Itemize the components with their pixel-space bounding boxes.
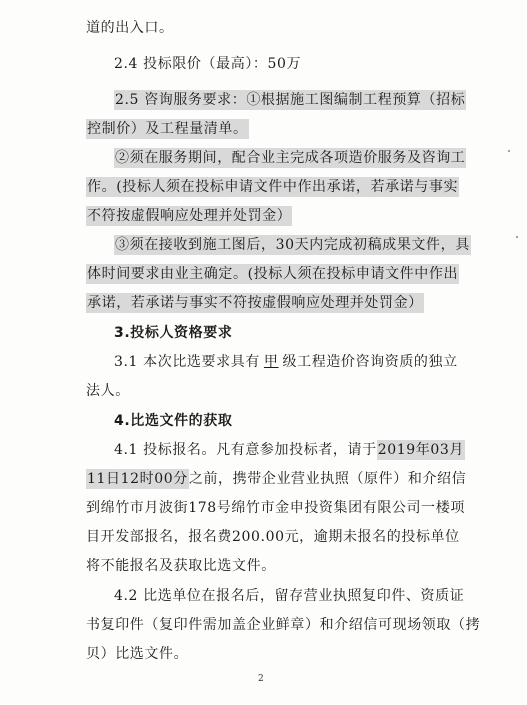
highlighted-line: 承诺，若承诺与事实不符按虚假响应处理并处罚金） — [87, 295, 423, 311]
highlighted-line: 不符按虚假响应处理并处罚金） — [87, 208, 292, 224]
highlighted-date: 11日12时00分 — [87, 471, 188, 487]
highlighted-line: 控制价）及工程量清单。 — [87, 121, 248, 137]
scan-speck — [516, 236, 518, 238]
highlighted-line: 2.5 咨询服务要求：①根据施工图编制工程预算（招标 — [115, 92, 466, 108]
text-line: 11日12时00分之前，携带企业营业执照（原件）和介绍信 — [87, 471, 467, 487]
text-line: 4.2 比选单位在报名后，留存营业执照复印件、资质证 — [114, 588, 465, 604]
text-line: 法人。 — [86, 383, 130, 399]
text-line: 目开发部报名，报名费200.00元，逾期未报名的投标单位 — [86, 529, 460, 545]
section-heading: 4.比选文件的获取 — [114, 413, 233, 429]
text-line: 道的出入口。 — [86, 20, 174, 36]
text-line: 贝）比选文件。 — [86, 646, 189, 662]
highlighted-line: 体时间要求由业主确定。(投标人须在投标申请文件中作出 — [87, 266, 459, 282]
text-line: 将不能报名及获取比选文件。 — [86, 558, 276, 574]
highlighted-line: 作。(投标人须在投标申请文件中作出承诺，若承诺与事实 — [87, 179, 459, 195]
scan-speck — [508, 150, 510, 152]
highlighted-line: ③须在接收到施工图后，30天内完成初稿成果文件，具 — [115, 237, 470, 253]
text-line: 到绵竹市月波街178号绵竹市金申投资集团有限公司一楼项 — [86, 500, 465, 516]
highlighted-date: 2019年03月 — [377, 442, 464, 458]
page-number: 2 — [258, 674, 264, 684]
text-line: 书复印件（复印件需加盖企业鲜章）和介绍信可现场领取（拷 — [86, 617, 481, 633]
section-heading: 3.投标人资格要求 — [114, 325, 233, 341]
text-line: 3.1 本次比选要求具有 甲 级工程造价咨询资质的独立 — [114, 354, 458, 370]
underlined-field: 甲 — [263, 354, 279, 370]
highlighted-line: ②须在服务期间，配合业主完成各项造价服务及咨询工 — [115, 150, 466, 166]
text-line: 4.1 投标报名。凡有意参加投标者，请于2019年03月 — [114, 442, 464, 458]
text-line: 2.4 投标限价（最高）：50万 — [114, 56, 302, 72]
